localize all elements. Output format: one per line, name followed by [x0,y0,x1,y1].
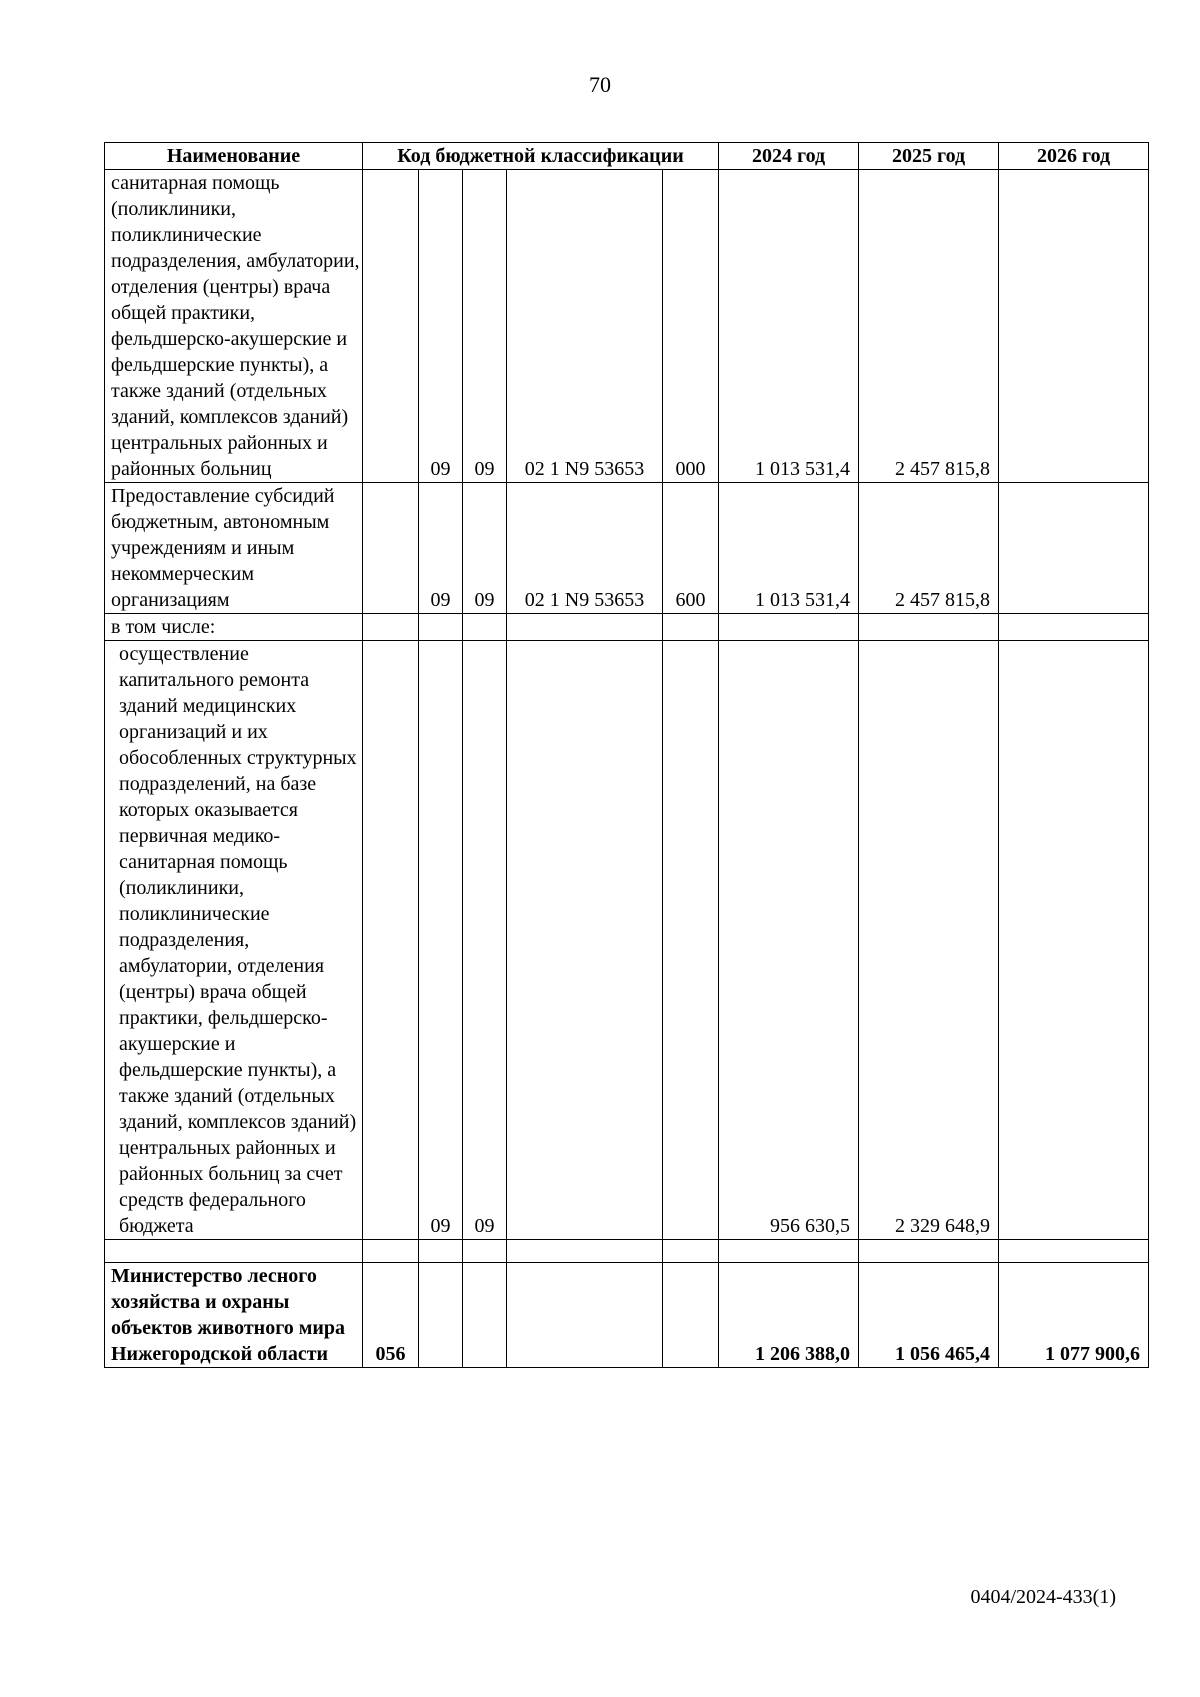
row-ministry-code [363,614,419,641]
row-amount-2025: 2 457 815,8 [859,483,999,614]
table-header-row [105,143,1149,170]
row-amount-2025: 2 457 815,8 [859,170,999,483]
row-expense-type-code [663,1240,719,1263]
row-target-code [507,1240,663,1263]
row-subsection-code: 09 [463,641,507,1240]
table-row [105,641,1149,1240]
row-section-code: 09 [419,170,463,483]
row-section-code [419,1240,463,1263]
row-subsection-code: 09 [463,170,507,483]
row-amount-2026 [999,641,1149,1240]
header-2026: 2026 год [999,143,1149,170]
row-ministry-code [363,1240,419,1263]
row-ministry-code [363,641,419,1240]
row-subsection-code [463,1263,507,1368]
row-amount-2024: 1 013 531,4 [719,483,859,614]
row-subsection-code [463,614,507,641]
page-number: 70 [589,72,611,97]
table-row [105,614,1149,641]
row-ministry-code [363,483,419,614]
row-subsection-code [463,1240,507,1263]
row-target-code [507,614,663,641]
row-expense-type-code: 000 [663,170,719,483]
row-expense-type-code [663,1263,719,1368]
table-row [105,483,1149,614]
header-2025: 2025 год [859,143,999,170]
row-amount-2026: 1 077 900,6 [999,1263,1149,1368]
row-section-code [419,1263,463,1368]
row-ministry-code [363,170,419,483]
row-amount-2025 [859,614,999,641]
row-expense-type-code: 600 [663,483,719,614]
row-section-code [419,614,463,641]
table-row [105,170,1149,483]
row-amount-2024 [719,614,859,641]
header-code: Код бюджетной классификации [363,143,719,170]
row-amount-2024: 1 206 388,0 [719,1263,859,1368]
row-target-code: 02 1 N9 53653 [507,483,663,614]
row-section-code: 09 [419,483,463,614]
row-target-code: 02 1 N9 53653 [507,170,663,483]
row-ministry-code: 056 [363,1263,419,1368]
row-name [105,1240,363,1263]
row-name: Предоставление субсидий бюджетным, автономным учреждениям и иным некоммерческим организациям [105,483,363,614]
row-name: осуществление капитального ремонта зданий медицинских организаций и их обособленных структурных подразделений, на базе которых оказывается первичная медико-санитарная помощь (поликлиники, поликлинические подразделения, амбулатории, отделения (центры) врача общей практики, фельдшерско-акушерские и фельдшерские пункты), а также зданий (отдельных зданий, комплексов зданий) центральных районных и районных больниц за счет средств федерального бюджета [105,641,363,1240]
row-amount-2026 [999,614,1149,641]
row-target-code [507,641,663,1240]
row-expense-type-code [663,641,719,1240]
header-name: Наименование [105,143,363,170]
row-amount-2025 [859,1240,999,1263]
row-amount-2026 [999,170,1149,483]
row-amount-2025: 2 329 648,9 [859,641,999,1240]
document-id: 0404/2024-433(1) [970,1586,1116,1608]
row-target-code [507,1263,663,1368]
row-amount-2024: 956 630,5 [719,641,859,1240]
row-expense-type-code [663,614,719,641]
budget-table [104,142,1149,1368]
row-name: Министерство лесного хозяйства и охраны объектов животного мира Нижегородской области [105,1263,363,1368]
row-name: в том числе: [105,614,363,641]
row-amount-2025: 1 056 465,4 [859,1263,999,1368]
row-section-code: 09 [419,641,463,1240]
row-subsection-code: 09 [463,483,507,614]
row-amount-2026 [999,1240,1149,1263]
row-name: санитарная помощь (поликлиники, поликлинические подразделения, амбулатории, отделения (центры) врача общей практики, фельдшерско-акушерские и фельдшерские пункты), а также зданий (отдельных зданий, комплексов зданий) центральных районных и районных больниц [105,170,363,483]
table-row [105,1263,1149,1368]
header-2024: 2024 год [719,143,859,170]
table-row [105,1240,1149,1263]
row-amount-2024 [719,1240,859,1263]
row-amount-2026 [999,483,1149,614]
row-amount-2024: 1 013 531,4 [719,170,859,483]
